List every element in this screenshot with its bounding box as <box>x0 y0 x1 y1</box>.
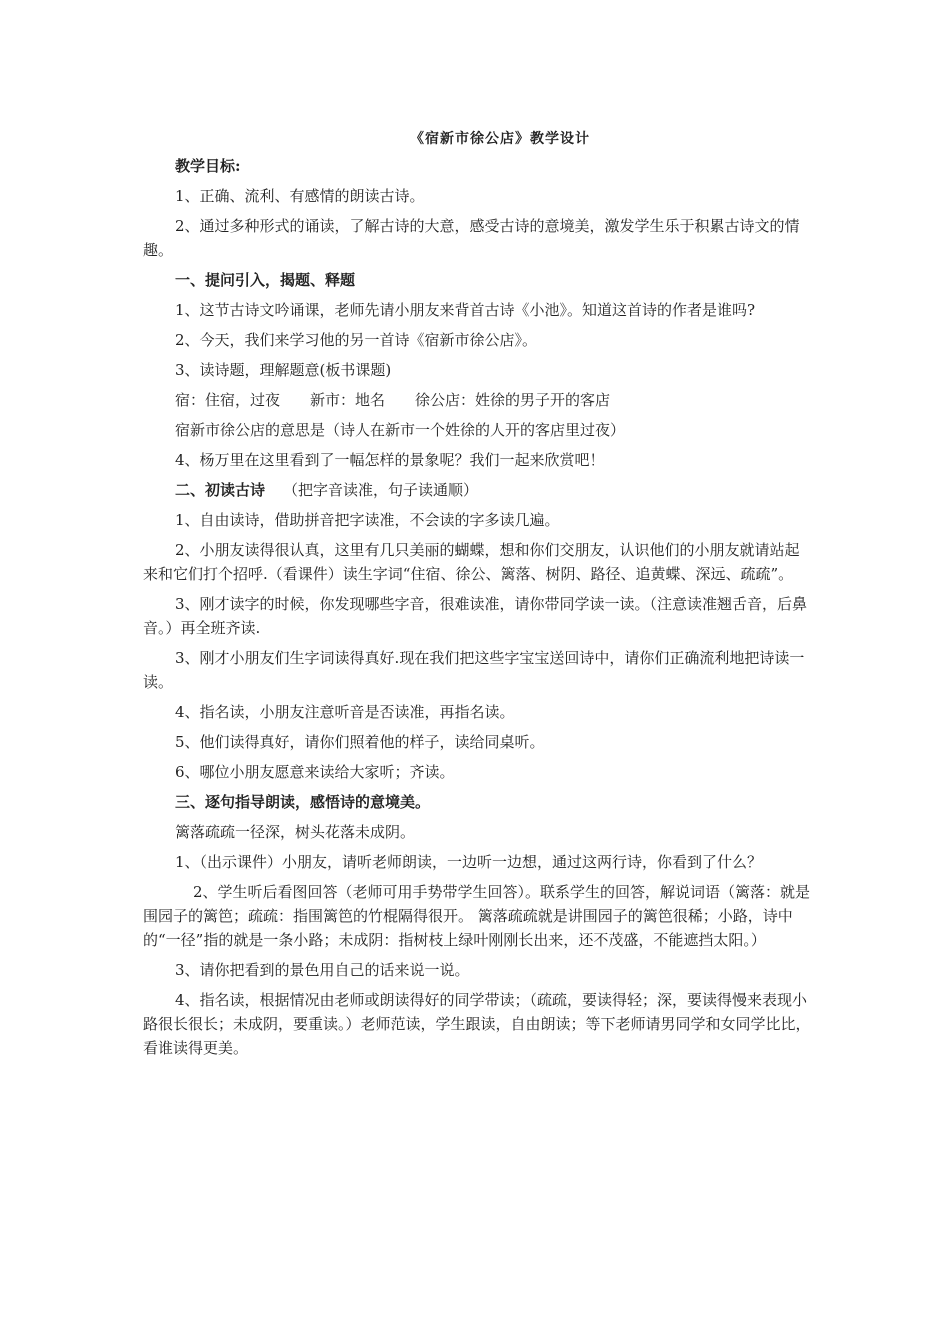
section-2-paragraph-6: 5、他们读得真好，请你们照着他的样子，读给同桌听。 <box>175 733 545 751</box>
section-3-paragraph-4: 4、指名读，根据情况由老师或朗读得好的同学带读；（疏疏，要读得轻；深，要读得慢来表现小路很长很长；未成阴，要重读。）老师范读，学生跟读，自由朗读；等下老师请男同学和女同学比比，看谁读得更美。 <box>143 991 811 1057</box>
section-2-paragraph-7: 6、哪位小朋友愿意来读给大家听；齐读。 <box>175 763 455 781</box>
definition-xinshi: 新市：地名 <box>310 391 386 409</box>
section-1-paragraph-1: 1、这节古诗文吟诵课，老师先请小朋友来背首古诗《小池》。知道这首诗的作者是谁吗? <box>175 301 756 319</box>
section-2-paragraph-4: 3、刚才小朋友们生字词读得真好.现在我们把这些字宝宝送回诗中，请你们正确流利地把诗读一读。 <box>143 649 805 691</box>
definition-su: 宿：住宿，过夜 <box>175 391 281 409</box>
section-2-heading-line <box>143 478 811 502</box>
goal-1: 1、正确、流利、有感情的朗读古诗。 <box>175 187 425 205</box>
definition-xugongdian: 徐公店：姓徐的男子开的客店 <box>415 391 611 409</box>
section-1-paragraph-2: 2、今天，我们来学习他的另一首诗《宿新市徐公店》。 <box>175 331 538 349</box>
section-1-definitions <box>143 388 811 412</box>
section-3-poem-line: 篱落疏疏一径深，树头花落未成阴。 <box>175 823 416 841</box>
section-1-heading: 一、提问引入，揭题、释题 <box>175 271 356 289</box>
document-title: 《宿新市徐公店》教学设计 <box>410 131 590 147</box>
section-2-note: （把字音读准，句子读通顺） <box>283 481 479 499</box>
section-2-paragraph-2: 2、小朋友读得很认真，这里有几只美丽的蝴蝶，想和你们交朋友，认识他们的小朋友就请站起来和它们打个招呼.（看课件）读生字词“住宿、徐公、篱落、树阴、路径、追黄蝶、深远、疏疏”。 <box>143 541 800 583</box>
section-2-heading: 二、初读古诗 <box>175 481 266 499</box>
section-1-paragraph-3: 3、读诗题，理解题意(板书课题) <box>175 361 392 379</box>
section-3-heading: 三、逐句指导朗读，感悟诗的意境美。 <box>175 793 431 811</box>
section-2-paragraph-3: 3、刚才读字的时候，你发现哪些字音，很难读准，请你带同学读一读。（注意读准翘舌音，后鼻音。）再全班齐读. <box>143 595 808 637</box>
section-1-paragraph-5: 4、杨万里在这里看到了一幅怎样的景象呢？我们一起来欣赏吧！ <box>175 451 605 469</box>
section-2-paragraph-1: 1、自由读诗，借助拼音把字读准，不会读的字多读几遍。 <box>175 511 560 529</box>
section-3-paragraph-3: 3、请你把看到的景色用自己的话来说一说。 <box>175 961 470 979</box>
section-1-paragraph-4: 宿新市徐公店的意思是（诗人在新市一个姓徐的人开的客店里过夜） <box>175 421 626 439</box>
section-2-paragraph-5: 4、指名读，小朋友注意听音是否读准，再指名读。 <box>175 703 515 721</box>
goals-heading: 教学目标: <box>175 157 241 175</box>
document-body <box>143 154 811 1066</box>
section-3-paragraph-2: 2、学生听后看图回答（老师可用手势带学生回答）。联系学生的回答，解说词语（篱落：就是围园子的篱笆；疏疏：指围篱笆的竹棍隔得很开。 篱落疏疏就是讲围园子的篱笆很稀；小路，诗中的“一径”指的就是一条小路；未成阴：指树枝上绿叶刚刚长出来，还不茂盛，不能遮挡太阳。） <box>143 883 811 949</box>
goal-2: 2、通过多种形式的诵读，了解古诗的大意，感受古诗的意境美，激发学生乐于积累古诗文的情趣。 <box>143 217 800 259</box>
section-3-paragraph-1: 1、（出示课件）小朋友，请听老师朗读，一边听一边想，通过这两行诗，你看到了什么？ <box>175 853 763 871</box>
